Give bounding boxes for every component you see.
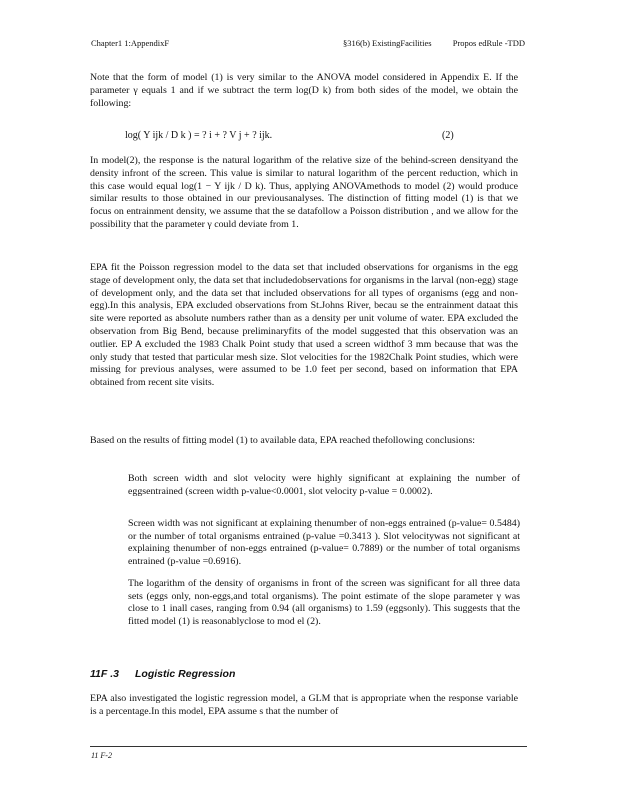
paragraph-4-text: Based on the results of fitting model (1) to available data, EPA reached thefollowing conclusions:	[90, 435, 475, 446]
bullet-item	[110, 518, 520, 568]
bullet-item	[110, 578, 520, 628]
bullet-text: The logarithm of the density of organisms in front of the screen was significant for all three data sets (eggs only, non-eggs,and total organisms). The point estimate of the slope parameter γ was close to 1 inall cases, ranging from 0.94 (all organisms) to 1.59 (eggsonly). This suggests that the fitted model (1) is reasonablyclose to mod el (2).	[128, 578, 520, 627]
header-section: §316(b) ExistingFacilities	[343, 38, 432, 48]
paragraph-model-2-explanation	[90, 155, 518, 232]
equation-number: (2)	[442, 130, 454, 141]
paragraph-5-text: EPA also investigated the logistic regression model, a GLM that is appropriate when the response variable is a percentage.In this model, EPA assume s that the number of	[90, 693, 518, 717]
header-rule-status: Propos edRule -TDD	[452, 38, 525, 48]
paragraph-1-text: Note that the form of model (1) is very similar to the ANOVA model considered in Appendix E. If the parameter γ equals 1 and if we subtract the term log(D k) from both sides of the model, we obtain the following:	[90, 72, 518, 109]
bullet-text: Screen width was not significant at explaining thenumber of non-eggs entrained (p-value= 0.5484) or the number of total organisms entrained (p-value =0.3413 ). Slot velocitywas not significant at explaining thenumber of non-eggs entrained (p-value= 0.7889) or the number of total organisms entrained (p-value =0.6916).	[128, 518, 520, 567]
footer-rule	[90, 746, 527, 747]
bullet-text: Both screen width and slot velocity were highly significant at explaining the number of eggsentrained (screen width p-value<0.0001, slot velocity p-value = 0.0002).	[128, 473, 520, 497]
paragraph-3-text: EPA fit the Poisson regression model to the data set that included observations for organisms in the egg stage of development only, the data set that includedobservations for organisms in the larval (non-egg) stage of development only, and the data set that included observations for all types of organisms (egg and non-egg).In this analysis, EPA excluded observations from St.Johns River, becau se the entrainment dataat this site were reported as absolute numbers rather than as a density per unit volume of water. EPA excluded the observation from Big Bend, because preliminaryfits of the model suggested that this observation was an outlier. EP A excluded the 1983 Chalk Point study that used a screen widthof 3 mm because that was the only study that tested that particular mesh size. Slot velocities for the 1982Chalk Point studies, which were missing for previous analyses, were assumed to be 1.0 feet per second, based on information that EPA obtained from recent site visits.	[90, 262, 518, 389]
paragraph-model-similarity	[90, 72, 518, 110]
paragraph-2-text: In model(2), the response is the natural logarithm of the relative size of the behind-screen densityand the density infront of the screen. This value is similar to natural logarithm of the percent reduction, which in this case would equal log(1 − Y ijk / D k). Thus, applying ANOVAmethods to model (2) would produce similar results to those obtained in our previousanalyses. The distinction of fitting model (1) is that we focus on entrainment density, we assume that the se datafollow a Poisson distribution , and we allow for the possibility that the parameter γ could deviate from 1.	[90, 155, 518, 230]
section-title: Logistic Regression	[135, 668, 236, 680]
equation-2: log( Y ijk / D k ) = ? i + ? V j + ? ijk.	[125, 130, 273, 141]
bullet-item	[110, 473, 520, 498]
section-number: 11F .3	[90, 668, 119, 680]
section-heading	[90, 668, 235, 680]
paragraph-logistic-intro	[90, 693, 518, 719]
page-number: 11 F-2	[91, 751, 112, 760]
paragraph-conclusions-intro	[90, 435, 518, 448]
paragraph-poisson-fit	[90, 262, 518, 390]
header-chapter: Chapter1 1:AppendixF	[91, 38, 170, 48]
